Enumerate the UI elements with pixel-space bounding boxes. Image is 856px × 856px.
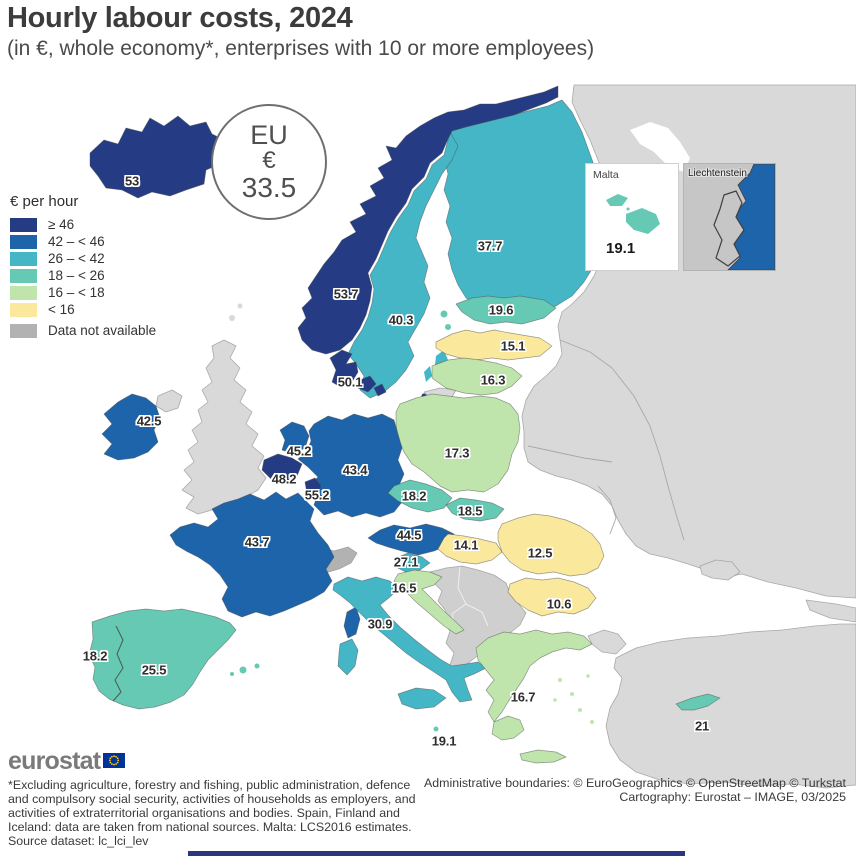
sardinia-island [338, 639, 358, 675]
eu-flag-icon [103, 753, 125, 768]
value-label-romania: 12.5 [527, 545, 553, 561]
legend-item [10, 268, 156, 283]
header [7, 2, 594, 61]
liechtenstein-outline [714, 191, 744, 266]
menorca-island [255, 664, 260, 669]
value-label-croatia: 16.5 [391, 580, 417, 596]
country-greece [476, 630, 592, 722]
page-title: Hourly labour costs, 2024 [7, 2, 353, 34]
legend-swatch-band4 [10, 286, 37, 300]
country-slovenia [394, 553, 430, 572]
footnote-line: Iceland: data are taken from national sources. Malta: LCS2016 estimates. [8, 820, 412, 835]
comino-island [627, 208, 630, 211]
oland-island [424, 366, 432, 382]
value-label-bulgaria: 10.6 [546, 596, 572, 612]
country-finland [444, 100, 606, 315]
value-label-cyprus: 21 [694, 718, 710, 734]
euro-sign: € [262, 147, 276, 175]
footnote-line: Source dataset: lc_lci_lev [8, 834, 149, 849]
country-turkey [606, 624, 856, 788]
legend-item [10, 234, 156, 249]
legend-swatch-band1 [10, 235, 37, 249]
value-label-hungary: 14.1 [453, 537, 479, 553]
value-label-lithuania: 16.3 [480, 372, 506, 388]
mallorca-island [240, 667, 247, 674]
legend-label: Data not available [48, 323, 157, 338]
value-label-belgium: 48.2 [271, 471, 297, 487]
page-subtitle: (in €, whole economy*, enterprises with 10 or more employees) [7, 37, 595, 60]
value-label-slovakia: 18.5 [457, 503, 483, 519]
country-hungary [438, 534, 502, 564]
peloponnese [492, 716, 524, 740]
map-credits [424, 777, 846, 805]
iberian-peninsula [89, 609, 236, 709]
legend-item [10, 217, 156, 232]
eurostat-logo [8, 747, 125, 775]
eurostat-logo-text: eurostat [8, 747, 101, 775]
footnote-line: activities of extraterritorial organisations and bodies. Spain, Finland and [8, 806, 400, 821]
legend-item [10, 285, 156, 300]
legend-swatch-band2 [10, 252, 37, 266]
hiiumaa-island [445, 324, 451, 330]
credits-line: Cartography: Eurostat – IMAGE, 03/2025 [619, 789, 846, 804]
legend-swatch-na [10, 324, 37, 338]
country-united-kingdom [182, 340, 266, 514]
legend-label: < 16 [48, 302, 75, 317]
value-label-malta: 19.1 [431, 733, 457, 749]
aegean-islands [553, 674, 594, 724]
gozo-island [606, 194, 628, 206]
value-label-denmark: 50.1 [337, 374, 363, 390]
shetland-islands [238, 304, 243, 309]
country-belgium [262, 454, 302, 484]
legend-swatch-band3 [10, 269, 37, 283]
country-netherlands [280, 422, 309, 454]
value-label-finland: 37.7 [477, 238, 503, 254]
country-slovakia [446, 498, 504, 521]
value-label-italy: 30.9 [367, 616, 393, 632]
value-label-sweden: 40.3 [388, 312, 414, 328]
value-label-norway: 53.7 [333, 286, 359, 302]
credits-line: Administrative boundaries: © EuroGeographics © OpenStreetMap © Turkstat [423, 776, 846, 790]
legend-label: ≥ 46 [48, 217, 75, 232]
legend [10, 193, 156, 340]
inset-liechtenstein [683, 163, 776, 271]
value-label-poland: 17.3 [444, 445, 470, 461]
legend-item [10, 302, 156, 317]
sicily-island [398, 688, 446, 709]
country-turkey-europe [588, 630, 626, 654]
value-label-iceland: 53 [124, 173, 140, 189]
value-label-portugal: 18.2 [82, 648, 108, 664]
orkney-islands [229, 315, 235, 321]
crete-island [520, 750, 566, 763]
malta-inset-value: 19.1 [606, 240, 636, 257]
country-northern-ireland [156, 390, 182, 412]
value-label-germany: 43.4 [342, 462, 368, 478]
country-ireland [102, 394, 160, 460]
legend-label: 26 – < 42 [48, 251, 105, 266]
value-label-greece: 16.7 [510, 689, 536, 705]
liechtenstein-inset-map [684, 164, 775, 270]
value-label-slovenia: 27.1 [393, 554, 419, 570]
ibiza-island [230, 672, 234, 676]
value-label-austria: 44.5 [396, 527, 422, 543]
legend-title: € per hour [10, 193, 79, 210]
country-estonia [456, 296, 556, 324]
value-label-spain: 25.5 [141, 662, 167, 678]
saaremaa-island [441, 311, 448, 318]
bottom-accent-bar [188, 851, 685, 856]
malta-inset-label: Malta [593, 169, 619, 181]
legend-label: 42 – < 46 [48, 234, 105, 249]
value-label-estonia: 19.6 [488, 302, 514, 318]
country-caucasus [806, 600, 856, 622]
footnotes [8, 778, 415, 848]
eu-badge-label: EU [250, 119, 288, 150]
liechtenstein-inset-label: Liechtenstein [688, 168, 747, 179]
value-label-latvia: 15.1 [500, 338, 526, 354]
value-label-france: 43.7 [244, 534, 270, 550]
country-romania [498, 514, 604, 576]
value-label-ireland: 42.5 [136, 413, 162, 429]
country-poland [396, 394, 520, 492]
footnote-line: *Excluding agriculture, forestry and fishing, public administration, defence [8, 778, 411, 792]
country-germany [298, 414, 404, 517]
corsica-island [344, 607, 360, 638]
legend-item-no-data [10, 323, 156, 338]
legend-label: 16 – < 18 [48, 285, 105, 300]
legend-swatch-band5 [10, 303, 37, 317]
eu-average-value: 33.5 [241, 171, 297, 203]
value-label-czechia: 18.2 [401, 488, 427, 504]
malta-main-island [626, 208, 660, 234]
eu-average-badge [211, 104, 327, 220]
value-label-netherlands: 45.2 [286, 443, 312, 459]
footnote-line: and compulsory social security, activities of households as employers, and [8, 792, 416, 807]
legend-item [10, 251, 156, 266]
value-label-luxembourg: 55.2 [304, 487, 330, 503]
country-iceland [90, 116, 224, 198]
inset-malta [585, 163, 679, 271]
malta-island-dot [434, 727, 439, 732]
legend-swatch-band0 [10, 218, 37, 232]
legend-label: 18 – < 26 [48, 268, 105, 283]
country-latvia [436, 330, 552, 360]
